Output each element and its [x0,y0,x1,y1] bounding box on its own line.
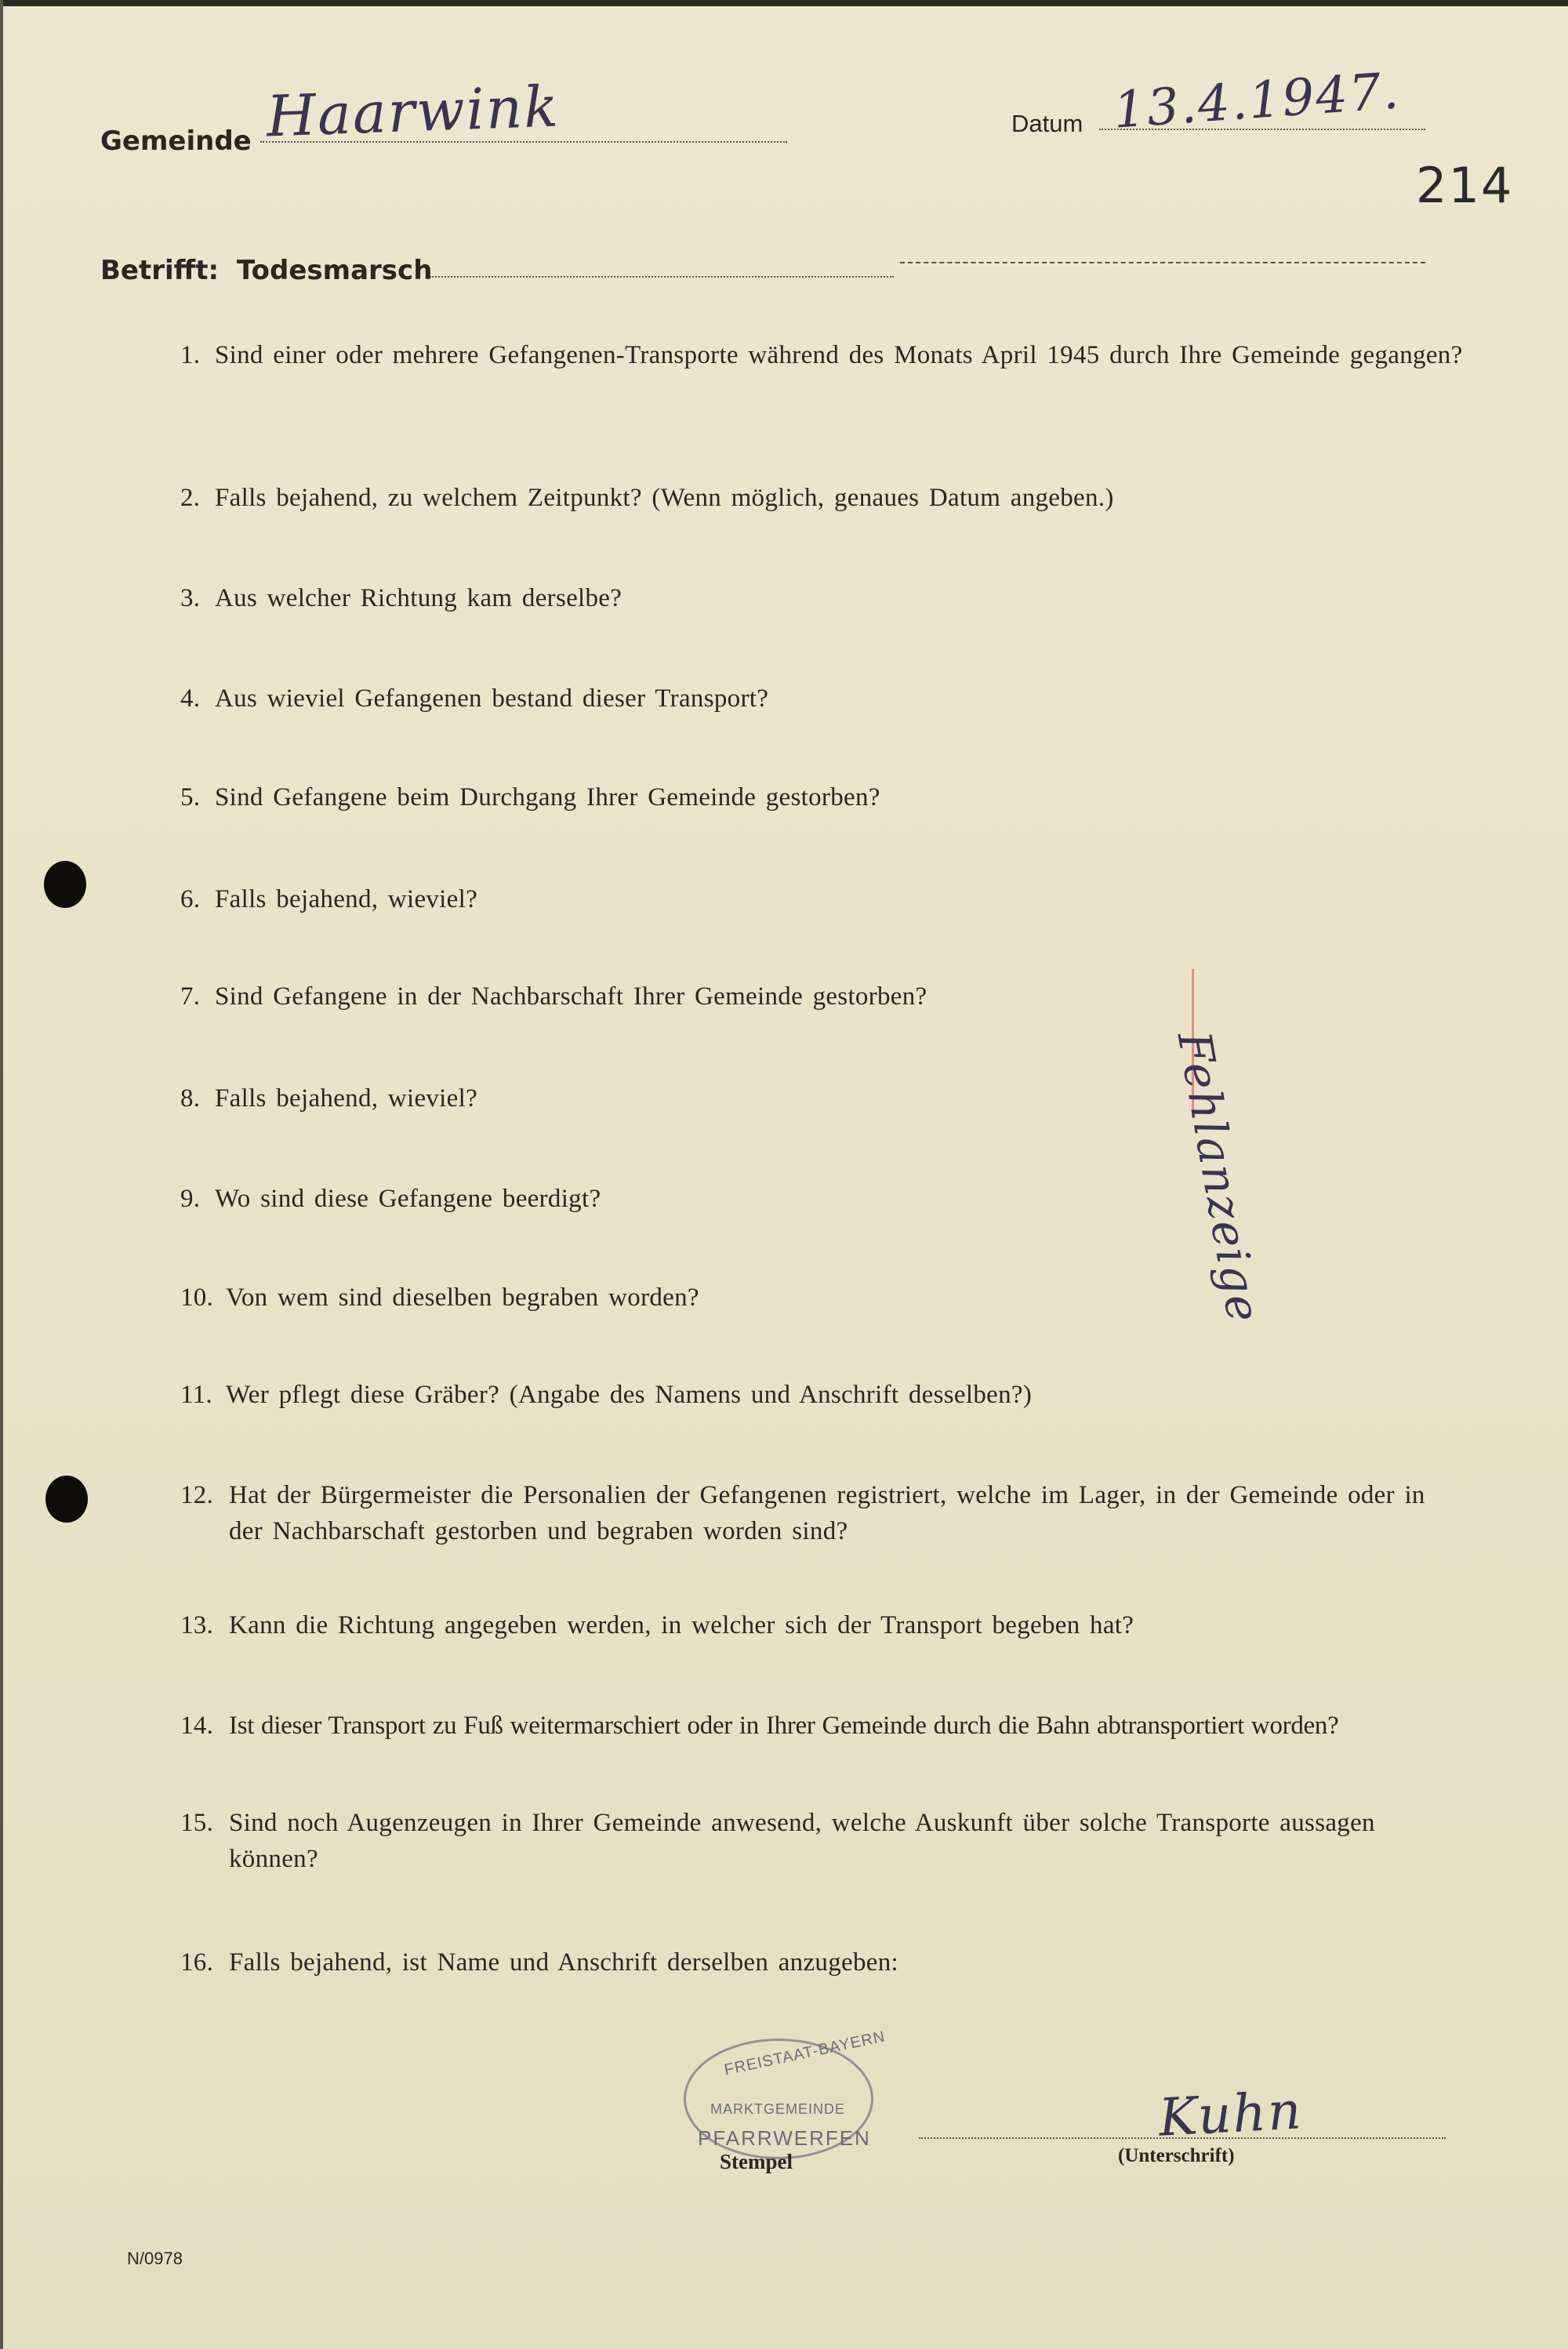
question-text: Kann die Richtung angegeben werden, in welcher sich der Transport begeben hat? [229,1611,1134,1639]
question-8 [180,1080,1466,1116]
question-number: 1. [180,341,201,369]
question-text: Aus wieviel Gefangenen bestand dieser Transport? [215,684,769,713]
question-text: Wer pflegt diese Gräber? (Angabe des Namens und Anschrift desselben?) [226,1381,1033,1409]
signature-label: (Unterschrift) [1118,2145,1235,2166]
question-4 [180,681,1466,717]
question-number: 16. [180,1948,214,1977]
question-5 [180,779,1466,815]
question-16 [180,1944,1466,1980]
question-number: 13. [180,1611,214,1639]
question-number: 6. [180,885,201,913]
betrifft-value: Todesmarsch [237,255,433,286]
question-text: Ist dieser Transport zu Fuß weitermarschiert oder in Ihrer Gemeinde durch die Bahn abtransportiert worden? [229,1712,1339,1740]
question-text: Wo sind diese Gefangene beerdigt? [215,1185,601,1213]
question-number: 15. [180,1809,214,1837]
question-number: 5. [180,783,201,811]
question-number: 3. [180,584,201,612]
gemeinde-label: Gemeinde [100,125,252,157]
punch-hole-lower [45,1476,88,1523]
stamp-label: Stempel [720,2150,793,2173]
question-text: Sind Gefangene in der Nachbarschaft Ihrer Gemeinde gestorben? [215,982,927,1011]
question-text: Sind einer oder mehrere Gefangenen-Transporte während des Monats April 1945 durch Ihre Gemeinde gegangen? [215,341,1463,369]
question-number: 9. [180,1185,201,1213]
question-1 [180,337,1466,373]
question-number: 7. [180,982,201,1011]
stamp-text-middle: MARKTGEMEINDE [710,2101,846,2117]
signature-handwritten: Kuhn [1157,2080,1305,2148]
question-text: Hat der Bürgermeister die Personalien der Gefangenen registriert, welche im Lager, in der Gemeinde oder in der Nachbarschaft gestorben und begraben worden sind? [229,1481,1425,1545]
question-number: 4. [180,684,201,713]
question-6 [180,881,1466,917]
punch-hole-upper [44,861,86,908]
question-text: Falls bejahend, ist Name und Anschrift derselben anzugeben: [229,1948,898,1977]
question-13 [180,1607,1466,1643]
question-text: Falls bejahend, wieviel? [215,885,478,913]
gemeinde-handwritten: Haarwink [265,73,561,150]
question-number: 10. [180,1283,214,1312]
question-number: 2. [180,484,201,512]
betrifft-line [430,276,894,278]
question-number: 14. [180,1712,214,1740]
question-2 [180,480,1466,516]
question-number: 11. [180,1381,212,1409]
margin-note-handwritten: Fehlanzeige [1167,1027,1272,1327]
question-15 [180,1805,1466,1877]
question-text: Aus welcher Richtung kam derselbe? [215,584,622,612]
question-text: Falls bejahend, wieviel? [215,1084,478,1113]
datum-label: Datum [1011,110,1083,137]
betrifft-line-right [900,262,1425,263]
question-3 [180,580,1466,616]
question-7 [180,978,1466,1015]
question-11 [180,1377,1466,1413]
question-text: Sind noch Augenzeugen in Ihrer Gemeinde anwesend, welche Auskunft über solche Transporte aussagen können? [229,1809,1375,1873]
scan-edge-left [0,0,3,2349]
datum-handwritten: 13.4.1947. [1111,62,1403,140]
question-14 [180,1708,1466,1744]
betrifft-label: Betrifft: [100,255,220,286]
question-number: 12. [180,1481,214,1509]
form-code: N/0978 [127,2249,183,2268]
document-number: 214 [1416,157,1514,214]
scan-edge-top [0,0,1568,6]
question-text: Sind Gefangene beim Durchgang Ihrer Gemeinde gestorben? [215,783,880,811]
question-10 [180,1280,1466,1316]
question-text: Von wem sind dieselben begraben worden? [226,1283,699,1312]
question-12 [180,1477,1466,1549]
question-number: 8. [180,1084,201,1113]
question-text: Falls bejahend, zu welchem Zeitpunkt? (Wenn möglich, genaues Datum angeben.) [215,484,1114,512]
question-9 [180,1181,1466,1217]
stamp-text-top: FREISTAAT-BAYERN [722,2028,887,2079]
stamp-text-bottom: PFARRWERFEN [698,2126,871,2150]
